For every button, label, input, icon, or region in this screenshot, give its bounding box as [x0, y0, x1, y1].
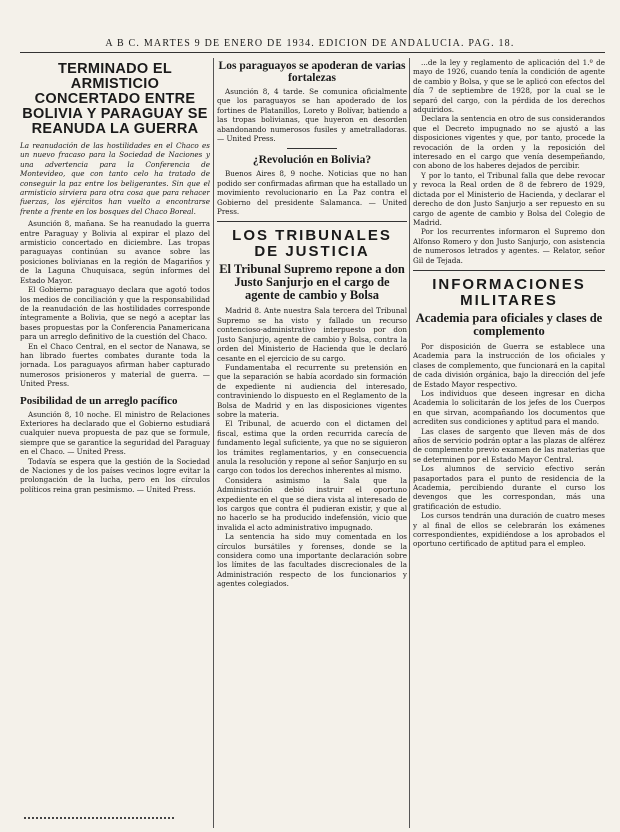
section-title-militares: INFORMACIONES MILITARES [432, 275, 586, 309]
headline-armisticio: TERMINADO EL ARMISTICIO CONCERTADO ENTRE BOLIVIA Y PARAGUAY SE REANUDA LA GUERRA [22, 61, 208, 137]
paragraph: Las clases de sargento que lleven más de dos años de servicio podrán optar a las plazas de alférez de complemento previo examen de las materias que se determinen por el Estado Mayor Central. [413, 426, 605, 464]
column-1 [20, 58, 210, 828]
paragraph: Los cursos tendrán una duración de cuatro meses y al final de ellos se celebrarán los exámenes correspondientes, expidiéndose a los aprobados el oportuno certificado de aptitud para el empleo. [413, 511, 605, 549]
paragraph: ...de la ley y reglamento de aplicación del 1.º de mayo de 1926, cuando tenía la condición de agente de cambio y Bolsa, y que se le aplicó con efectos del día 7 de septiembre de 1928, por la cual se le separó del cargo, con la pérdida de los derechos adquiridos. [413, 58, 605, 115]
subheadline-academia: Academia para oficiales y clases de complemento [415, 310, 603, 338]
paragraph: Y por lo tanto, el Tribunal falla que debe revocar y revoca la Real orden de 8 de febrero de 1929, dictada por el Ministerio de Hacienda, y declarar el derecho de don Justo Sanjurjo a ser repuesto en su cargo de agente de cambio y Bolsa del Colegio de Madrid. [413, 170, 605, 227]
paragraph: Por los recurrentes informaron el Supremo don Alfonso Romero y don Justo Sanjurjo, con asistencia de numerosos letrados y agentes. — Relator, señor Gil de Tejada. [413, 227, 605, 265]
column-rule-2 [409, 58, 410, 828]
paragraph: Por disposición de Guerra se establece una Academia para la instrucción de los oficiales y clases de complemento, que funcionará en la capital de cada división orgánica, bajo la dirección del jefe de Estado Mayor respectivo. [413, 341, 605, 389]
column-3 [413, 58, 605, 828]
paragraph: Asunción 8, 10 noche. El ministro de Relaciones Exteriores ha declarado que el Gobierno estudiará cualquier nueva propuesta de paz que se formule, siempre que se garantice la seguridad del Paraguay en el Chaco. — United Press. [20, 409, 210, 457]
paragraph: Los individuos que deseen ingresar en dicha Academia lo solicitarán de los jefes de los Cuerpos en que sirvan, acompañando los documentos que acrediten sus condiciones y aptitud para el mando. [413, 388, 605, 427]
running-head: A B C. MARTES 9 DE ENERO DE 1934. EDICION DE ANDALUCIA. PAG. 18. [105, 38, 515, 49]
footer-dotted-rule [24, 817, 174, 825]
top-rule [20, 52, 605, 53]
paragraph: El Gobierno paraguayo declara que agotó todos los medios de conciliación y que la responsabilidad de la reanudación de las hostilidades corresponde íntegramente a Bolivia, que se negó a aceptar las bases propuestas por la Conferencia Panamericana para un arreglo definitivo de la cuestión del Chaco. [20, 285, 210, 342]
subheadline-arreglo: Posibilidad de un arreglo pacífico [20, 394, 178, 407]
divider [413, 270, 605, 271]
section-title-tribunales: LOS TRIBUNALES DE JUSTICIA [232, 227, 392, 261]
headline-fortalezas: Los paraguayos se apoderan de varias fortalezas [218, 60, 406, 84]
paragraph: Asunción 8, 4 tarde. Se comunica oficialmente que los paraguayos se han apoderado de los fortines de Platanillos, Loreto y Bolívar, batiendo a las tropas bolivianas, que huyeron en desorden abandonando numerosos fusiles y ametralladoras. — United Press. [217, 87, 407, 144]
paragraph: Todavía se espera que la gestión de la Sociedad de Naciones y de los países vecinos logre evitar la prolongación de la lucha, pero en los círculos políticos reina gran pesimismo. — United Press. [20, 456, 210, 494]
lead-armisticio: La reanudación de las hostilidades en el Chaco es un nuevo fracaso para la Sociedad de Naciones y una advertencia para la Conferencia de Montevideo, que con tanto celo ha tratado de conseguir la paz entre los beligerantes. Sin que el armisticio sirviera para otra cosa que para rehacer fuerzas, los ejércitos han vuelto a encontrarse frente a frente en los bosques del Chaco Boreal. [20, 141, 210, 216]
divider [287, 148, 337, 149]
headline-revolucion: ¿Revolución en Bolivia? [252, 154, 372, 167]
paragraph: Fundamentaba el recurrente su pretensión en que la separación se había acordado sin formación de expediente ni audiencia del interesado, contraviniendo lo dispuesto en el Reglamento de la Bolsa de Madrid y en las disposiciones vigentes sobre la materia. [217, 362, 407, 419]
paragraph: Asunción 8, mañana. Se ha reanudado la guerra entre Paraguay y Bolivia al expirar el plazo del armisticio concertado en diciembre. Las tropas paraguayas continúan su avance sobre las posiciones bolivianas en la región de Magariños y de la Laguna Chuquisaca, según informes del Estado Mayor. [20, 219, 210, 285]
paragraph: Los alumnos de servicio efectivo serán pasaportados para el punto de residencia de la Academia, percibiendo durante el curso los devengos que les correspondan, más una gratificación de estudio. [413, 464, 605, 511]
divider [217, 221, 407, 222]
paragraph: El Tribunal, de acuerdo con el dictamen del fiscal, estima que la orden recurrida carecía de fundamento legal suficiente, ya que no se siguieron los trámites reglamentarios, y en consecuencia anula la resolución y repone al señor Sanjurjo en su cargo con todos los derechos inherentes al mismo. [217, 419, 407, 476]
paragraph: En el Chaco Central, en el sector de Nanawa, se han librado fuertes combates durante toda la jornada. Los paraguayos afirman haber capturado numerosos prisioneros y material de guerra. — United Press. [20, 341, 210, 389]
column-rule-1 [213, 58, 214, 828]
subheadline-sanjurjo: El Tribunal Supremo repone a don Justo Sanjurjo en el cargo de agente de cambio y Bolsa [219, 262, 405, 303]
paragraph: Buenos Aires 8, 9 noche. Noticias que no han podido ser confirmadas afirman que ha estallado un movimiento revolucionario en La Paz contra el Gobierno del presidente Salamanca. — United Press. [217, 169, 407, 217]
paragraph: Madrid 8. Ante nuestra Sala tercera del Tribunal Supremo se ha visto y fallado un recurso contencioso-administrativo interpuesto por don Justo Sanjurjo, agente de cambio y Bolsa, contra la orden del Ministerio de Hacienda que le declaró cesante en el ejercicio de su cargo. [217, 306, 407, 363]
column-2 [217, 58, 407, 828]
paragraph: La sentencia ha sido muy comentada en los círculos bursátiles y forenses, donde se la considera como una importante declaración sobre los límites de las facultades discrecionales de la Administración respecto de los funcionarios y agentes colegiados. [217, 532, 407, 589]
paragraph: Considera asimismo la Sala que la Administración debió instruir el oportuno expediente en el que se diera vista al interesado de los cargos que contra él pudieran existir, y que al no hacerlo se ha producido indefensión, vicio que invalida el acto administrativo impugnado. [217, 475, 407, 532]
paragraph: Declara la sentencia en otro de sus considerandos que el Decreto impugnado no se ajustó a las disposiciones vigentes y que, por tanto, procede la revocación de la orden y la reposición del interesado en el cargo que venía desempeñando, con abono de los haberes dejados de percibir. [413, 114, 605, 171]
